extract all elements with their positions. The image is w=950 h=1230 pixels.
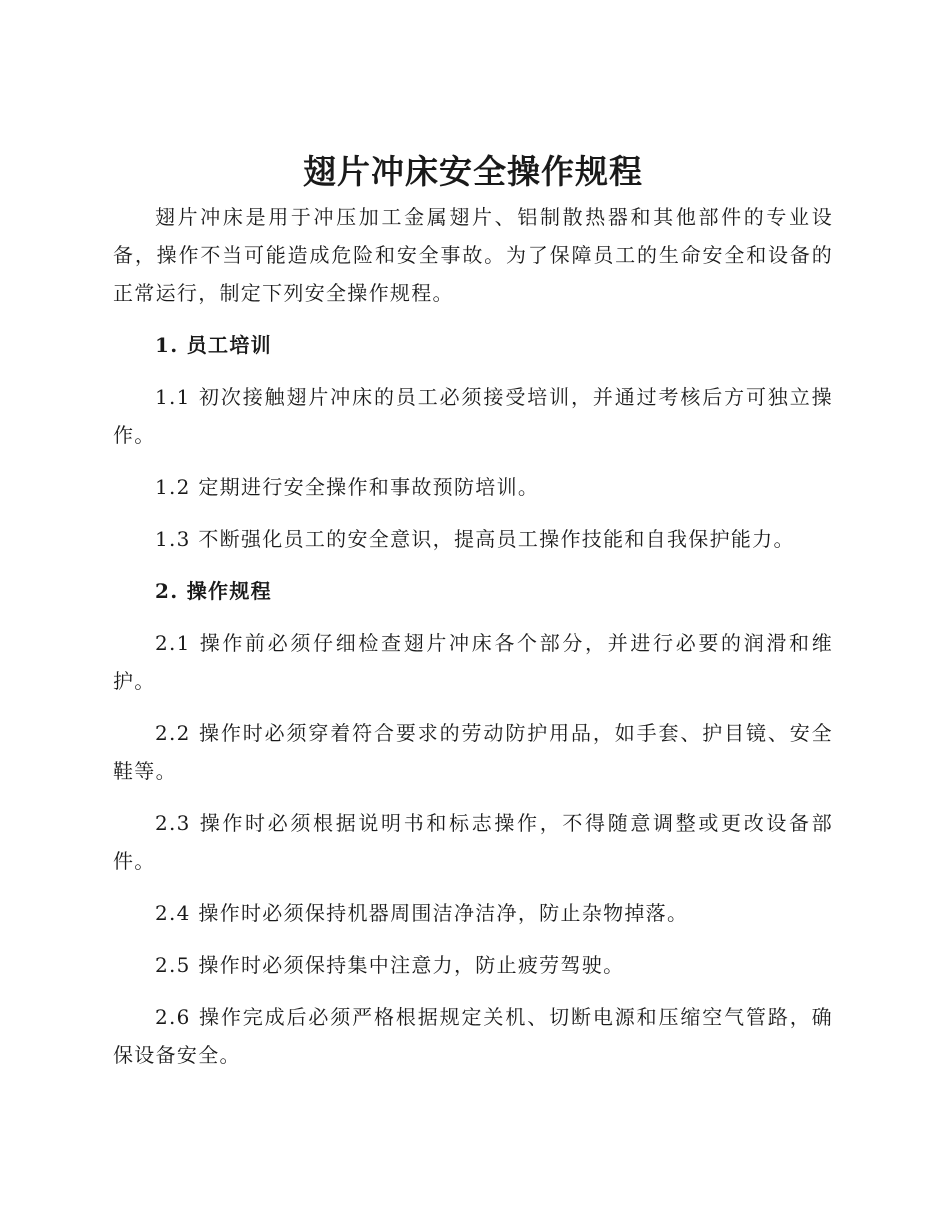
section-training xyxy=(113,326,833,558)
document-page xyxy=(113,150,833,1088)
clause-paragraph: 1.2 定期进行安全操作和事故预防培训。 xyxy=(155,475,540,499)
document-title: 翅片冲床安全操作规程 xyxy=(303,152,643,191)
section-heading: 2. 操作规程 xyxy=(155,579,272,603)
clause-paragraph: 2.1 操作前必须仔细检查翅片冲床各个部分，并进行必要的润滑和维护。 xyxy=(113,631,833,693)
section-heading: 1. 员工培训 xyxy=(155,333,272,357)
clause-paragraph: 2.3 操作时必须根据说明书和标志操作，不得随意调整或更改设备部件。 xyxy=(113,811,833,873)
clause-paragraph: 1.1 初次接触翅片冲床的员工必须接受培训，并通过考核后方可独立操作。 xyxy=(113,385,833,447)
clause-paragraph: 2.4 操作时必须保持机器周围洁净洁净，防止杂物掉落。 xyxy=(155,901,689,925)
clause-paragraph: 2.6 操作完成后必须严格根据规定关机、切断电源和压缩空气管路，确保设备安全。 xyxy=(113,1005,833,1067)
intro-paragraph: 翅片冲床是用于冲压加工金属翅片、铝制散热器和其他部件的专业设备，操作不当可能造成危险和安全事故。为了保障员工的生命安全和设备的正常运行，制定下列安全操作规程。 xyxy=(113,205,833,305)
section-operation xyxy=(113,572,833,1074)
clause-paragraph: 2.5 操作时必须保持集中注意力，防止疲劳驾驶。 xyxy=(155,953,625,977)
clause-paragraph: 2.2 操作时必须穿着符合要求的劳动防护用品，如手套、护目镜、安全鞋等。 xyxy=(113,721,833,783)
clause-paragraph: 1.3 不断强化员工的安全意识，提高员工操作技能和自我保护能力。 xyxy=(155,527,795,551)
